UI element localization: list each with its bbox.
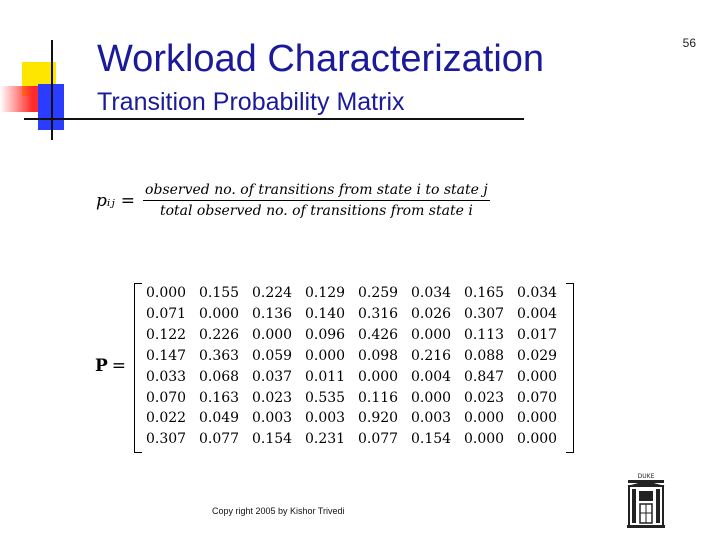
matrix-cell: 0.037 bbox=[252, 368, 293, 385]
matrix-cell: 0.000 bbox=[252, 326, 293, 343]
slide-subtitle: Transition Probability Matrix bbox=[97, 88, 405, 116]
matrix-cell: 0.077 bbox=[358, 431, 399, 448]
matrix-cell: 0.307 bbox=[146, 431, 187, 448]
matrix-row bbox=[146, 388, 570, 409]
matrix-right-bracket bbox=[566, 283, 574, 453]
matrix-equals: = bbox=[111, 356, 127, 376]
matrix-cell: 0.316 bbox=[358, 305, 399, 322]
matrix-cell: 0.000 bbox=[464, 431, 505, 448]
matrix-cell: 0.363 bbox=[199, 347, 240, 364]
matrix-cell: 0.004 bbox=[411, 368, 452, 385]
matrix-cell: 0.049 bbox=[199, 410, 240, 427]
matrix-cell: 0.000 bbox=[146, 285, 187, 301]
matrix-cell: 0.140 bbox=[305, 305, 346, 322]
matrix-cell: 0.113 bbox=[464, 326, 505, 343]
formula-denominator: total observed no. of transitions from state i bbox=[159, 203, 473, 219]
matrix-table bbox=[146, 283, 570, 450]
matrix-row bbox=[146, 429, 570, 450]
matrix-symbol: P bbox=[95, 356, 108, 376]
matrix-cell: 0.000 bbox=[464, 410, 505, 427]
slide-title: Workload Characterization bbox=[97, 38, 545, 80]
page-number: 56 bbox=[682, 36, 696, 50]
matrix-cell: 0.070 bbox=[146, 389, 187, 406]
matrix-row bbox=[146, 325, 570, 346]
matrix-cell: 0.011 bbox=[305, 368, 346, 385]
decor-horizontal-rule bbox=[24, 118, 524, 120]
matrix-cell: 0.129 bbox=[305, 285, 346, 301]
matrix-cell: 0.000 bbox=[517, 368, 558, 385]
matrix-cell: 0.088 bbox=[464, 347, 505, 364]
matrix-cell: 0.000 bbox=[358, 368, 399, 385]
transition-matrix bbox=[134, 283, 574, 451]
matrix-cell: 0.023 bbox=[464, 389, 505, 406]
matrix-cell: 0.059 bbox=[252, 347, 293, 364]
matrix-cell: 0.307 bbox=[464, 305, 505, 322]
matrix-cell: 0.136 bbox=[252, 305, 293, 322]
matrix-cell: 0.154 bbox=[411, 431, 452, 448]
matrix-cell: 0.163 bbox=[199, 389, 240, 406]
matrix-row bbox=[146, 367, 570, 388]
matrix-cell: 0.023 bbox=[252, 389, 293, 406]
matrix-cell: 0.017 bbox=[517, 326, 558, 343]
svg-text:DUKE: DUKE bbox=[637, 473, 655, 480]
matrix-cell: 0.231 bbox=[305, 431, 346, 448]
matrix-cell: 0.070 bbox=[517, 389, 558, 406]
matrix-cell: 0.000 bbox=[411, 326, 452, 343]
formula-equals: = bbox=[120, 190, 136, 211]
matrix-cell: 0.077 bbox=[199, 431, 240, 448]
matrix-row bbox=[146, 346, 570, 367]
matrix-cell: 0.003 bbox=[411, 410, 452, 427]
matrix-cell: 0.000 bbox=[517, 431, 558, 448]
matrix-row bbox=[146, 304, 570, 325]
matrix-label bbox=[95, 356, 126, 376]
matrix-cell: 0.154 bbox=[252, 431, 293, 448]
matrix-cell: 0.000 bbox=[517, 410, 558, 427]
matrix-cell: 0.022 bbox=[146, 410, 187, 427]
formula-numerator: observed no. of transitions from state i to state j bbox=[143, 182, 490, 201]
matrix-cell: 0.000 bbox=[411, 389, 452, 406]
matrix-cell: 0.116 bbox=[358, 389, 399, 406]
formula-lhs: pᵢⱼ bbox=[96, 190, 115, 211]
matrix-cell: 0.004 bbox=[517, 305, 558, 322]
probability-formula bbox=[96, 182, 490, 219]
matrix-row bbox=[146, 283, 570, 304]
duke-chapel-logo-icon bbox=[624, 471, 668, 529]
matrix-cell: 0.920 bbox=[358, 410, 399, 427]
matrix-cell: 0.000 bbox=[305, 347, 346, 364]
matrix-cell: 0.000 bbox=[199, 305, 240, 322]
matrix-left-bracket bbox=[134, 283, 142, 453]
matrix-cell: 0.034 bbox=[411, 285, 452, 301]
matrix-cell: 0.096 bbox=[305, 326, 346, 343]
matrix-cell: 0.224 bbox=[252, 285, 293, 301]
matrix-cell: 0.003 bbox=[305, 410, 346, 427]
matrix-cell: 0.033 bbox=[146, 368, 187, 385]
matrix-cell: 0.147 bbox=[146, 347, 187, 364]
matrix-cell: 0.216 bbox=[411, 347, 452, 364]
matrix-cell: 0.029 bbox=[517, 347, 558, 364]
matrix-cell: 0.122 bbox=[146, 326, 187, 343]
matrix-cell: 0.259 bbox=[358, 285, 399, 301]
matrix-cell: 0.426 bbox=[358, 326, 399, 343]
formula-fraction bbox=[143, 182, 490, 219]
matrix-cell: 0.026 bbox=[411, 305, 452, 322]
matrix-cell: 0.847 bbox=[464, 368, 505, 385]
matrix-cell: 0.155 bbox=[199, 285, 240, 301]
matrix-cell: 0.226 bbox=[199, 326, 240, 343]
matrix-row bbox=[146, 408, 570, 429]
matrix-cell: 0.034 bbox=[517, 285, 558, 301]
copyright-footer: Copy right 2005 by Kishor Trivedi bbox=[212, 506, 345, 516]
matrix-cell: 0.068 bbox=[199, 368, 240, 385]
matrix-cell: 0.071 bbox=[146, 305, 187, 322]
decor-vertical-rule bbox=[51, 40, 53, 140]
matrix-cell: 0.535 bbox=[305, 389, 346, 406]
matrix-cell: 0.003 bbox=[252, 410, 293, 427]
matrix-cell: 0.098 bbox=[358, 347, 399, 364]
matrix-cell: 0.165 bbox=[464, 285, 505, 301]
